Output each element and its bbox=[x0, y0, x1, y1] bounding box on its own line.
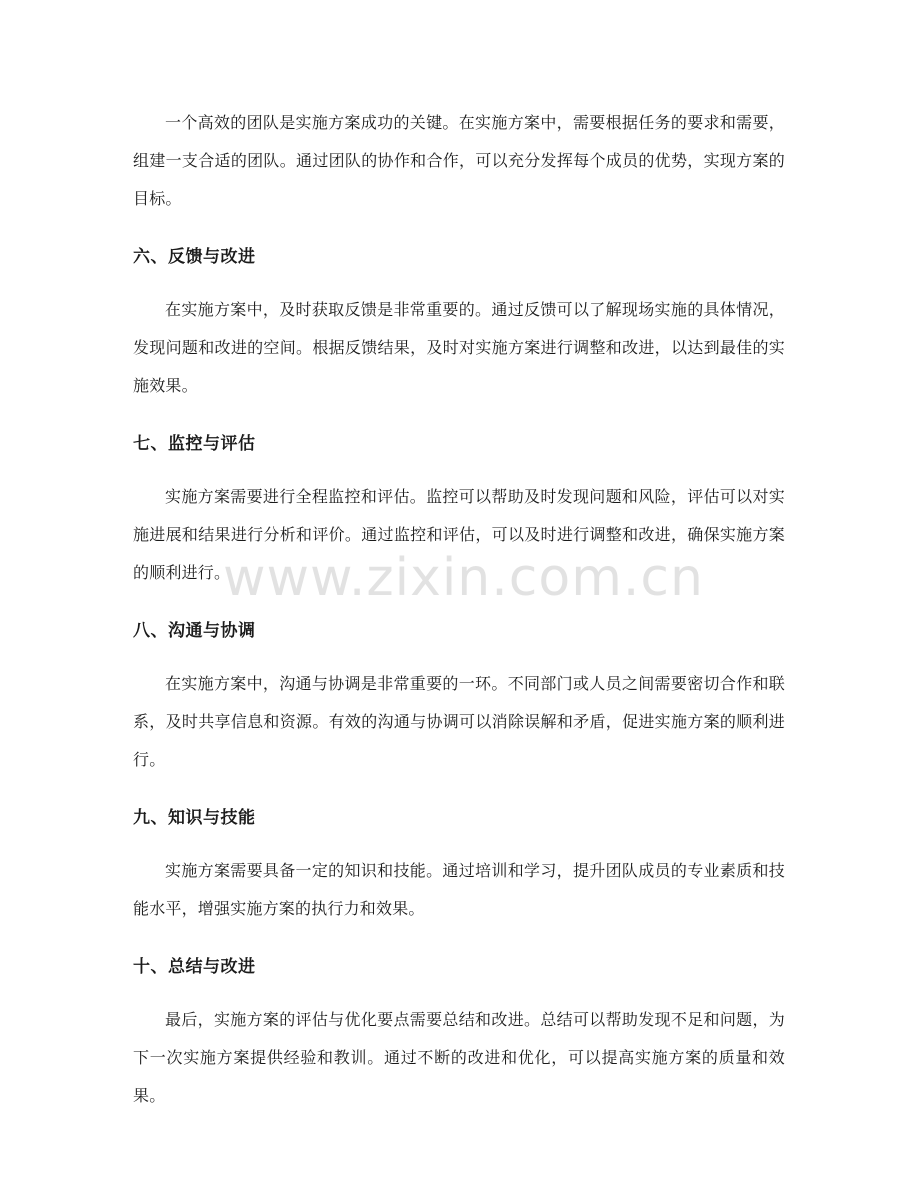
section-body-feedback: 在实施方案中，及时获取反馈是非常重要的。通过反馈可以了解现场实施的具体情况，发现问题和改进的空间。根据反馈结果，及时对实施方案进行调整和改进，以达到最佳的实施效果。 bbox=[133, 300, 785, 395]
section-body-summary: 最后，实施方案的评估与优化要点需要总结和改进。总结可以帮助发现不足和问题，为下一次实施方案提供经验和教训。通过不断的改进和优化，可以提高实施方案的质量和效果。 bbox=[133, 1010, 785, 1105]
section-heading-feedback: 六、反馈与改进 bbox=[133, 247, 256, 267]
watermark: www.zixin.com.cn bbox=[223, 548, 704, 608]
section-body-communication: 在实施方案中，沟通与协调是非常重要的一环。不同部门或人员之间需要密切合作和联系，及时共享信息和资源。有效的沟通与协调可以消除误解和矛盾，促进实施方案的顺利进行。 bbox=[133, 674, 785, 769]
section-heading-knowledge: 九、知识与技能 bbox=[133, 808, 256, 828]
section-heading-monitoring: 七、监控与评估 bbox=[133, 434, 256, 454]
section-body-knowledge: 实施方案需要具备一定的知识和技能。通过培训和学习，提升团队成员的专业素质和技能水平，增强实施方案的执行力和效果。 bbox=[133, 861, 785, 918]
section-body-monitoring: 实施方案需要进行全程监控和评估。监控可以帮助及时发现问题和风险，评估可以对实施进展和结果进行分析和评价。通过监控和评估，可以及时进行调整和改进，确保实施方案的顺利进行。 bbox=[133, 487, 785, 582]
section-heading-communication: 八、沟通与协调 bbox=[133, 621, 256, 641]
document-body bbox=[133, 104, 785, 1115]
section-heading-summary: 十、总结与改进 bbox=[133, 957, 256, 977]
intro-paragraph: 一个高效的团队是实施方案成功的关键。在实施方案中，需要根据任务的要求和需要，组建一支合适的团队。通过团队的协作和合作，可以充分发挥每个成员的优势，实现方案的目标。 bbox=[133, 113, 785, 208]
